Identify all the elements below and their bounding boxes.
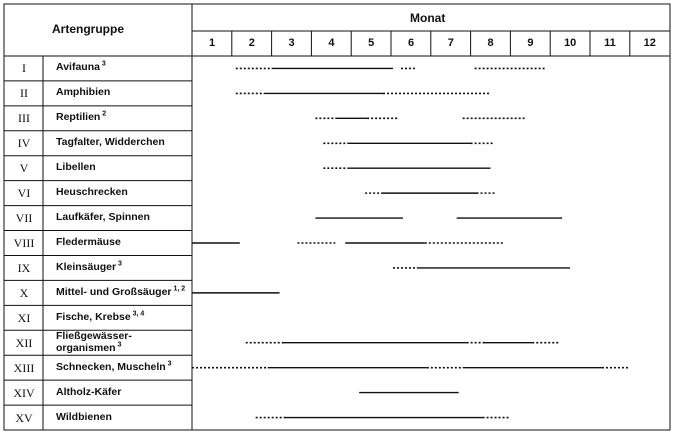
month-header: Monat [410,11,446,25]
row-number: VIII [13,236,35,250]
species-group-text: Libellen [56,161,96,174]
species-group-label [56,330,132,354]
row-number: XI [17,310,31,325]
footnote-marker: 2 [100,110,107,118]
species-group-label [56,261,122,273]
species-group-text: Mittel- und Großsäuger [56,285,172,298]
species-group-text: Laufkäfer, Spinnen [56,211,150,224]
row-number: VI [17,186,31,201]
month-label: 5 [368,37,375,49]
month-label: 12 [643,37,656,49]
row-number: XV [15,410,33,425]
species-group-label [56,236,121,248]
species-group-text: Amphibien [56,86,111,99]
month-label: 8 [487,37,494,49]
row-number: XII [15,335,33,350]
month-label: 4 [328,37,335,49]
footnote-marker: 3 [99,60,106,68]
row-number: VII [15,211,33,226]
species-group-label [56,136,165,148]
month-label: 2 [248,37,255,49]
species-group-text: Fließgewässer- [56,329,132,342]
row-number: V [19,161,29,176]
footnote-marker: 3, 4 [130,310,145,318]
species-group-label [56,211,150,223]
species-group-label [56,386,121,398]
month-label: 3 [288,37,295,49]
footnote-marker: 1, 2 [171,285,186,293]
species-group-text: organismen [56,341,116,354]
month-label: 6 [407,37,415,49]
month-label: 1 [208,37,216,49]
species-group-label [56,286,185,298]
month-label: 7 [447,37,454,49]
month-label: 9 [527,37,534,49]
footnote-marker: 3 [115,341,122,349]
species-group-label [56,186,128,198]
species-group-label [56,86,110,98]
species-group-label [56,361,172,373]
species-group-label [56,111,106,123]
species-group-text: Schnecken, Muscheln [56,360,166,373]
row-number: IV [17,136,31,151]
species-group-text: Wildbienen [56,410,112,423]
species-group-label [56,161,96,173]
row-number: IX [17,260,31,275]
species-group-text: Altholz-Käfer [56,385,122,398]
species-group-label [56,311,144,323]
species-group-text: Kleinsäuger [56,260,117,273]
group-header: Artengruppe [52,22,124,36]
species-group-label [56,61,106,73]
species-group-text: Fische, Krebse [56,310,131,323]
row-number: II [20,86,28,101]
species-group-text: Tagfalter, Widderchen [56,136,165,149]
month-label: 10 [564,37,577,49]
species-group-text: Reptilien [56,111,101,124]
row-number: I [22,61,26,76]
footnote-marker: 3 [116,260,122,268]
row-number: XIII [13,360,35,375]
month-label: 11 [604,37,616,49]
row-number: III [18,111,30,126]
species-group-text: Heuschrecken [56,186,128,199]
species-group-text: Avifauna [56,61,100,74]
footnote-marker: 3 [165,360,172,368]
row-number: X [19,285,29,300]
species-group-text: Fledermäuse [56,236,121,248]
row-number: XIV [13,385,35,400]
species-group-label [56,411,112,423]
